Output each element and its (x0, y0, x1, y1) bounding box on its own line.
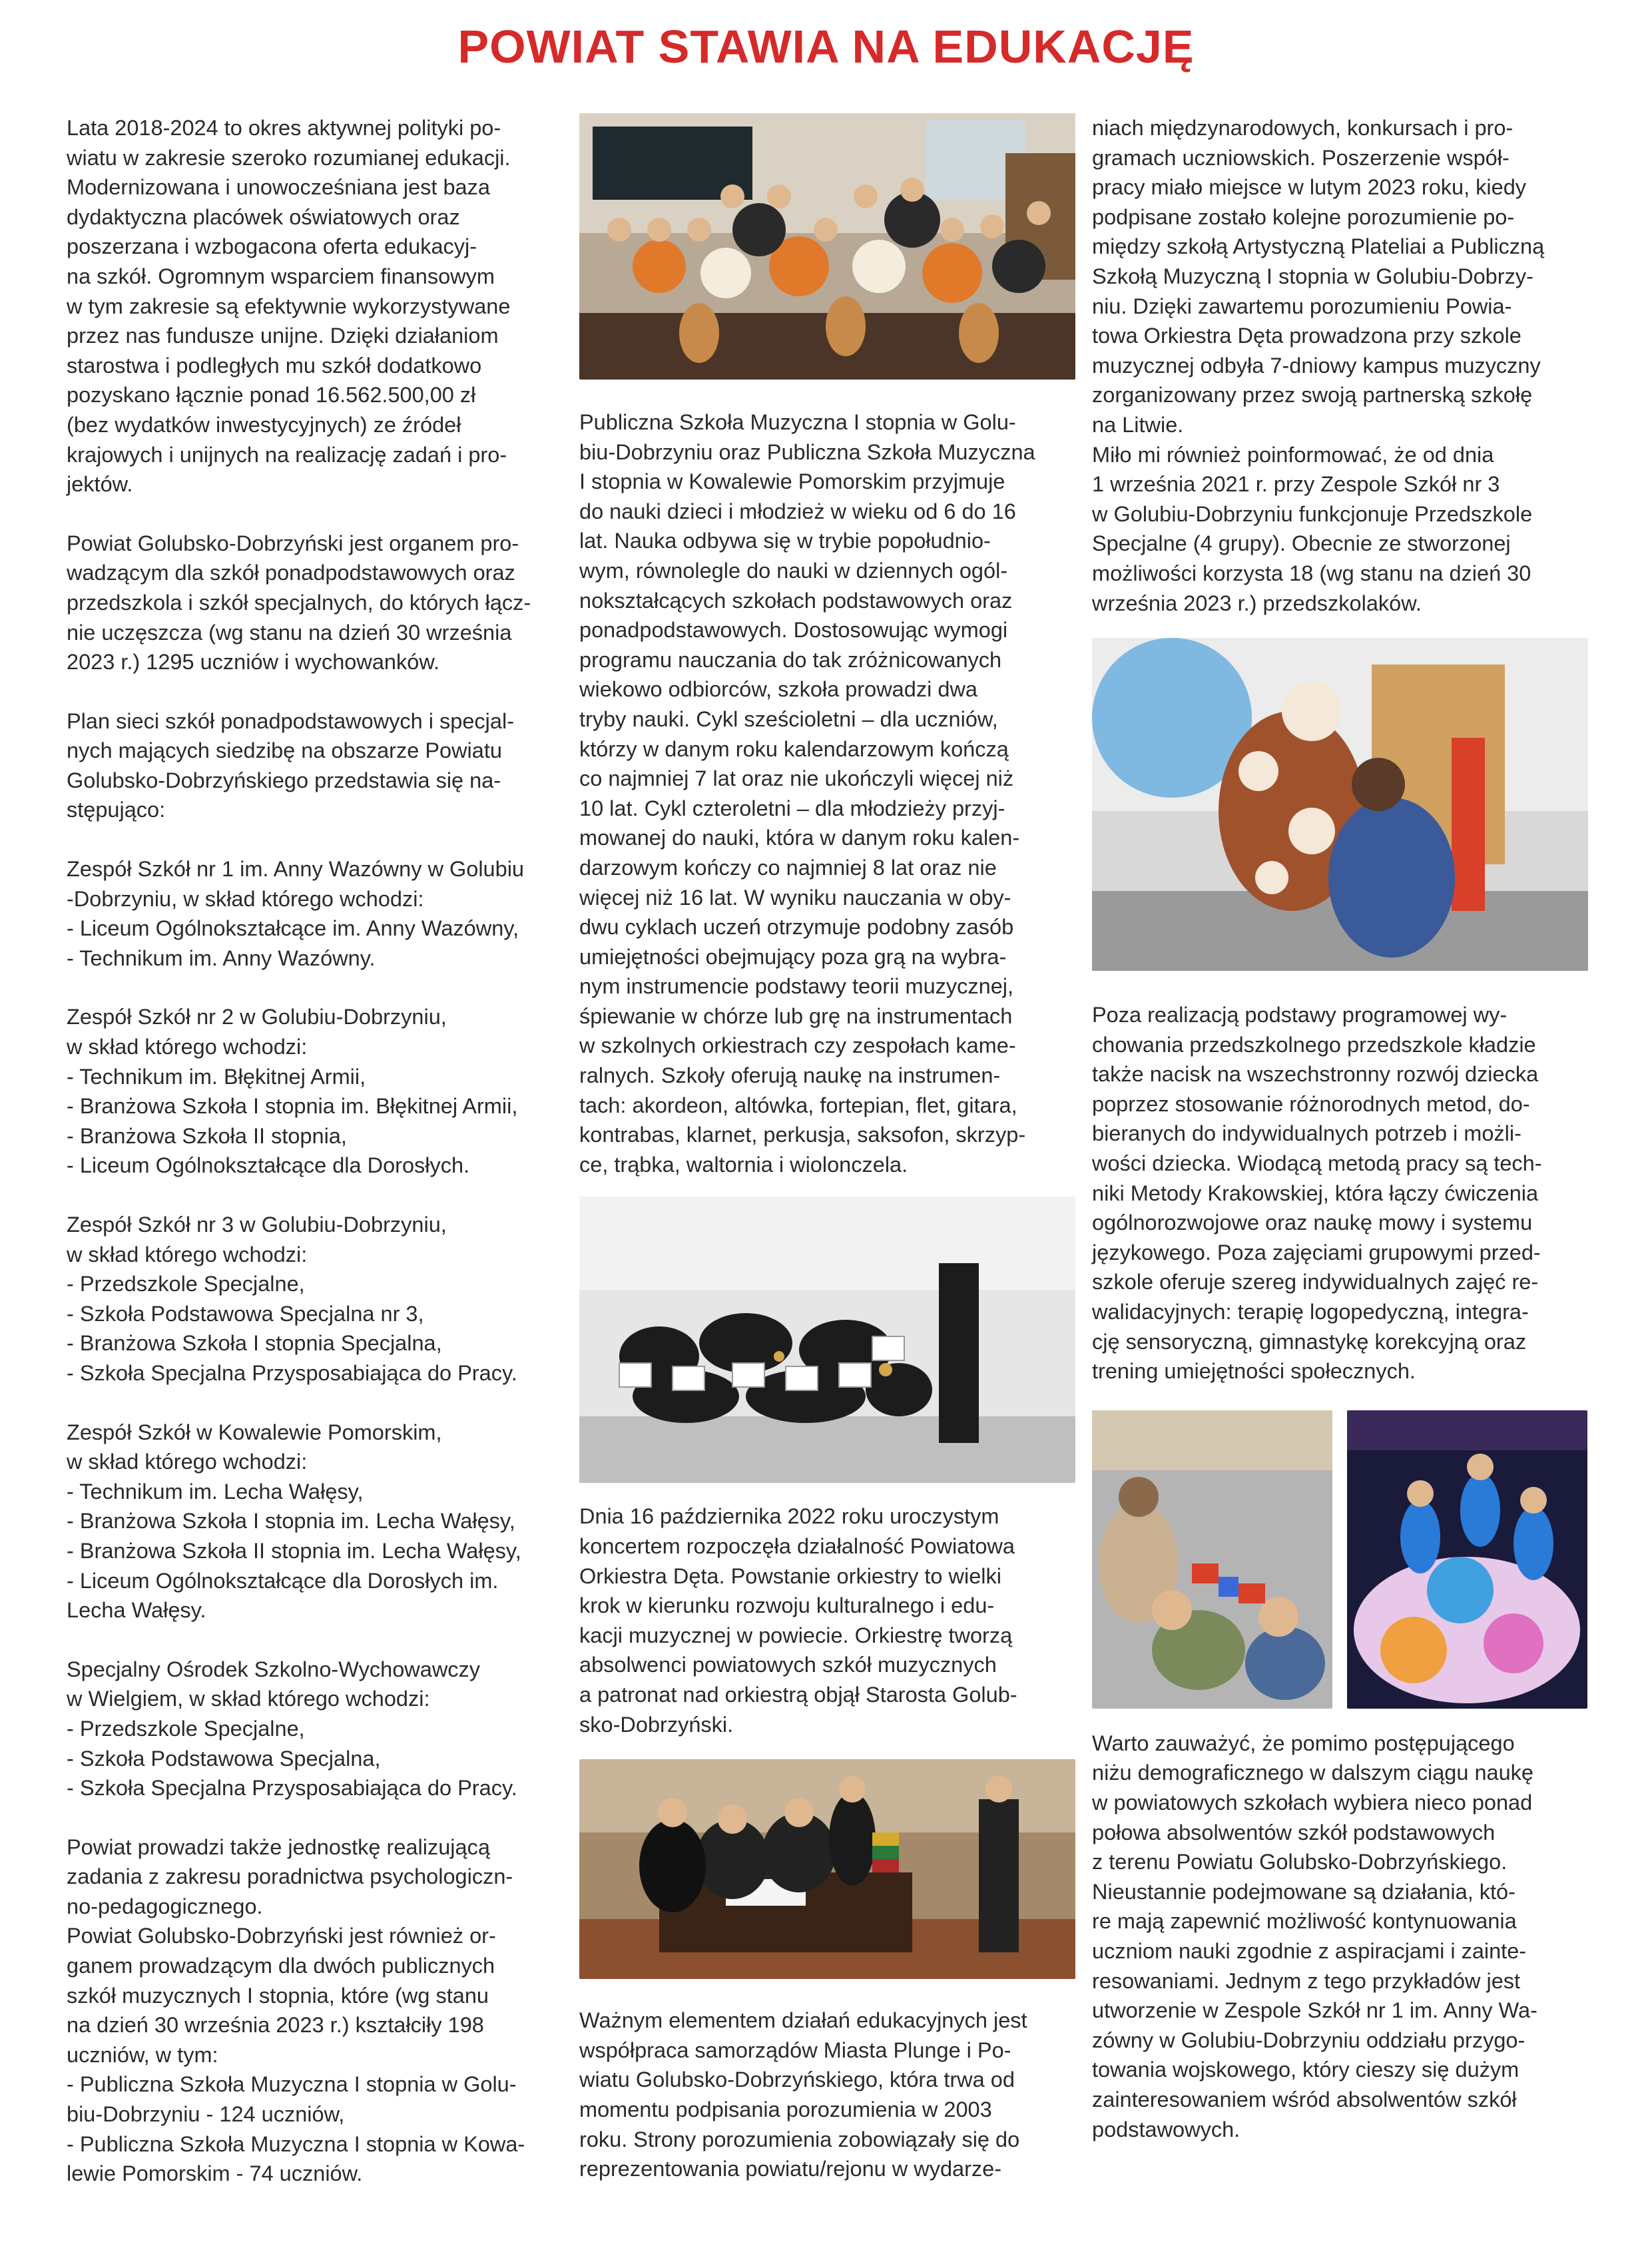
paragraph-plunge-cooperation: Ważnym elementem działań edukacyjnych jest współpraca samorządów Miasta Plunge i Po- wiatu Golubsko-Dobrzyńskiego, która trwa od momentu podpisania porozumienia w 2003 roku. Strony porozumienia zobowiązały się do reprezentowania powiatu/rejonu w wydarze- (579, 2008, 1027, 2181)
school-list-zs2: Zespół Szkół nr 2 w Golubiu-Dobrzyniu, w skład którego wchodzi: - Technikum im. Błękitnej Armii, - Branżowa Szkoła I stopnia im. Błękitnej Armii, - Branżowa Szkoła II stopnia, - Liceum Ogólnokształcące dla Dorosłych. (67, 1005, 518, 1178)
photo-agreement-signing (579, 1759, 1075, 1979)
photo-guitar-group (579, 113, 1075, 380)
photo-row (1092, 1410, 1588, 1709)
page-title: POWIAT STAWIA NA EDUKACJĘ (457, 21, 1195, 73)
paragraph-kindergarten-methods: Poza realizacją podstawy programowej wy- chowania przedszkolnego przedszkole kładzie także nacisk na wszechstronny rozwój dziecka poprzez stosowanie różnorodnych metod, do- bieranych do indywidualnych potrzeb i możli- wości dziecka. Wiodącą metodą pracy są tech- niki Metody Krakowskiej, która łączy ćwiczenia ogólnorozwojowe oraz naukę mowy i systemu językowego. Poza zajęciami grupowymi przed- szkole oferuje szereg indywidualnych zajęć re- walidacyjnych: terapię logopedyczną, integra- cję sensoryczną, gimnastykę korekcyjną oraz trening umiejętności społecznych. (1092, 1003, 1542, 1384)
school-list-kowalewo: Zespół Szkół w Kowalewie Pomorskim, w skład którego wchodzi: - Technikum im. Lecha Wałęsy, - Branżowa Szkoła I stopnia im. Lecha Wałęsy, - Branżowa Szkoła II stopnia im. Lecha Wałęsy, - Liceum Ogólnokształcące dla Dorosłych im. Lecha Wałęsy. (67, 1420, 521, 1623)
photo-wind-orchestra (579, 1197, 1075, 1483)
paragraph-demographic: Warto zauważyć, że pomimo postępującego niżu demograficznego w dalszym ciągu naukę w powiatowych szkołach wybiera nieco ponad połowa absolwentów szkół podstawowych z terenu Powiatu Golubsko-Dobrzyńskiego. Nieustannie podejmowane są działania, któ- re mają zapewnić możliwość kontynuowania uczniom nauki zgodnie z aspiracjami i zainte- resowaniami. Jednym z tego przykładów jest utworzenie w Zespole Szkół nr 1 im. Anny Wa- zówny w Golubiu-Dobrzyniu oddziału przygo- towania wojskowego, który cieszy się dużym zainteresowaniem wśród absolwentów szkół podstawowych. (1092, 1731, 1537, 2141)
column-middle (579, 113, 1075, 2184)
school-list-zs1: Zespół Szkół nr 1 im. Anny Wazówny w Golubiu -Dobrzyniu, w skład którego wchodzi: - Liceum Ogólnokształcące im. Anny Wazówny, - Technikum im. Anny Wazówny. (67, 857, 524, 970)
photo-children-floor (1092, 1410, 1332, 1709)
paragraph-wind-orchestra: Dnia 16 października 2022 roku uroczystym koncertem rozpoczęła działalność Powiatowa Orkiestra Dęta. Powstanie orkiestry to wielki krok w kierunku rozwoju kulturalnego i edu- kacji muzycznej w powiecie. Orkiestrę tworzą absolwenci powiatowych szkół muzycznych a patronat nad orkiestrą objął Starosta Golub- sko-Dobrzyński. (579, 1504, 1017, 1737)
school-list-wielgie: Specjalny Ośrodek Szkolno-Wychowawczy w Wielgiem, w skład którego wchodzi: - Przedszkole Specjalne, - Szkoła Podstawowa Specjalna, - Szkoła Specjalna Przysposabiająca do Pracy. (67, 1657, 517, 1801)
paragraph-lithuania-kindergarten: niach międzynarodowych, konkursach i pro- gramach uczniowskich. Poszerzenie współ- pracy miało miejsce w lutym 2023 roku, kiedy podpisane zostało kolejne porozumienie po- między szkołą Artystyczną Plateliai a Publiczną Szkołą Muzyczną I stopnia w Golubiu-Dobrzy- niu. Dzięki zawartemu porozumieniu Powia- towa Orkiestra Dęta prowadzona przy szkole muzycznej odbyła 7-dniowy kampus muzyczny zorganizowany przez swoją partnerską szkołę na Litwie. Miło mi również poinformować, że od dnia 1 września 2021 r. przy Zespole Szkół nr 3 w Golubiu-Dobrzyniu funkcjonuje Przedszkole Specjalne (4 grupy). Obecnie ze stworzonej możliwości korzysta 18 (wg stanu na dzień 30 września 2023 r.) przedszkolaków. (1092, 116, 1545, 615)
column-left (67, 113, 563, 2189)
paragraph-organ: Powiat Golubsko-Dobrzyński jest organem pro- wadzącym dla szkół ponadpodstawowych oraz przedszkola i szkół specjalnych, do których łącz- nie uczęszcza (wg stanu na dzień 30 września 2023 r.) 1295 uczniów i wychowanków. (67, 531, 531, 675)
school-list-zs3: Zespół Szkół nr 3 w Golubiu-Dobrzyniu, w skład którego wchodzi: - Przedszkole Specjalne, - Szkoła Podstawowa Specjalna nr 3, - Branżowa Szkoła I stopnia Specjalna, - Szkoła Specjalna Przysposabiająca do Pracy. (67, 1213, 517, 1385)
paragraph-plan: Plan sieci szkół ponadpodstawowych i specjal- nych mających siedzibę na obszarze Powiatu Golubsko-Dobrzyńskiego przedstawia się na- stępująco: (67, 708, 515, 822)
column-right (1092, 113, 1588, 2144)
paragraph-music-education: Publiczna Szkoła Muzyczna I stopnia w Golu- biu-Dobrzyniu oraz Publiczna Szkoła Muzyczna I stopnia w Kowalewie Pomorskim przyjmuje do nauki dzieci i młodzież w wieku od 6 do 16 lat. Nauka odbywa się w trybie popołudnio- wym, równolegle do nauki w dziennych ogól- nokształcących szkołach podstawowych oraz ponadpodstawowych. Dostosowując wymogi programu nauczania do tak zróżnicowanych wiekowo odbiorców, szkoła prowadzi dwa tryby nauki. Cykl sześcioletni – dla uczniów, którzy w danym roku kalendarzowym kończą co najmniej 7 lat oraz nie ukończyli więcej niż 10 lat. Cykl czteroletni – dla młodzieży przyj- mowanej do nauki, która w danym roku kalen- darzowym kończy co najmniej 8 lat oraz nie więcej niż 16 lat. W wyniku nauczania w oby- dwu cyklach uczeń otrzymuje podobny zasób umiejętności obejmujący poza grą na wybra- nym instrumencie podstawy teorii muzycznej, śpiewanie w chórze lub grę na instrumentach w szkolnych orkiestrach czy zespołach kame- ralnych. Szkoły oferują naukę na instrumen- tach: akordeon, altówka, fortepian, flet, gitara, kontrabas, klarnet, perkusja, saksofon, skrzyp- ce, trąbka, waltornia i wiolonczela. (579, 410, 1035, 1177)
paragraph-intro: Lata 2018-2024 to okres aktywnej polityki po- wiatu w zakresie szeroko rozumianej edukacji. Modernizowana i unowocześniana jest baza dydaktyczna placówek oświatowych oraz poszerzana i wzbogacona oferta edukacyj- na szkół. Ogromnym wsparciem finansowym w tym zakresie są efektywnie wykorzystywane przez nas fundusze unijne. Dzięki działaniom starostwa i podległych mu szkół dodatkowo pozyskano łącznie ponad 16.562.500,00 zł (bez wydatków inwestycyjnych) ze źródeł krajowych i unijnych na realizację zadań i pro- jektów. (67, 116, 511, 497)
photo-interactive-floor (1347, 1410, 1587, 1709)
paragraph-music-schools: Powiat prowadzi także jednostkę realizującą zadania z zakresu poradnictwa psychologiczn- no-pedagogicznego. Powiat Golubsko-Dobrzyński jest również or- ganem prowadzącym dla dwóch publicznych szkół muzycznych I stopnia, które (wg stanu na dzień 30 września 2023 r.) kształciły 198 uczniów, w tym: - Publiczna Szkoła Muzyczna I stopnia w Golu- biu-Dobrzyniu - 124 uczniów, - Publiczna Szkoła Muzyczna I stopnia w Kowa- lewie Pomorskim - 74 uczniów. (67, 1834, 525, 2186)
photo-kindergarten-play (1092, 638, 1588, 971)
